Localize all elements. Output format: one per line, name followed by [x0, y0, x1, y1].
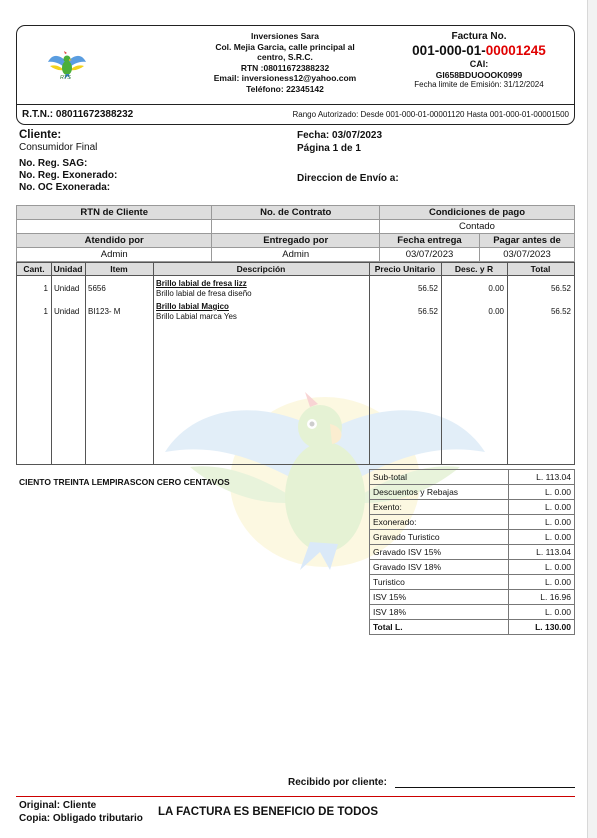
- column-divider: [441, 263, 442, 464]
- date-block: [297, 129, 382, 155]
- original-label: Original: Cliente: [19, 800, 97, 811]
- copy-distribution: [19, 800, 143, 825]
- items-table: [16, 262, 575, 465]
- footer-divider: [16, 796, 575, 797]
- reg-exonerado-label: No. Reg. Exonerado:: [19, 170, 118, 181]
- totals-value: L. 0.00: [509, 500, 575, 515]
- company-email: Email: inversioness12@yahoo.com: [213, 73, 357, 84]
- totals-row: [370, 470, 575, 485]
- totals-value: L. 113.04: [509, 545, 575, 560]
- info-cell: 03/07/2023: [380, 248, 480, 262]
- totals-row: [370, 485, 575, 500]
- reg-sag-label: No. Reg. SAG:: [19, 158, 88, 169]
- totals-row: [370, 575, 575, 590]
- invoice-number-prefix: 001-000-01-: [412, 43, 486, 58]
- grand-total-value: L. 130.00: [509, 620, 575, 635]
- header-divider: [17, 104, 574, 105]
- info-header-cell: RTN de Cliente: [17, 206, 212, 220]
- totals-value: L. 16.96: [509, 590, 575, 605]
- totals-label: Turistico: [370, 575, 509, 590]
- totals-label: Descuentos y Rebajas: [370, 485, 509, 500]
- totals-value: L. 0.00: [509, 530, 575, 545]
- row-name: Brillo labial Magico: [156, 302, 229, 311]
- totals-value: L. 0.00: [509, 560, 575, 575]
- row-desc: Brillo labial de fresa diseño: [156, 289, 252, 298]
- info-header-cell: Fecha entrega: [380, 234, 480, 248]
- column-divider: [369, 263, 370, 464]
- page-number: Página 1 de 1: [297, 143, 361, 154]
- row-precio: 56.52: [417, 307, 438, 316]
- col-header-unidad: Unidad: [53, 264, 83, 274]
- client-value: Consumidor Final: [19, 142, 98, 153]
- invoice-date: Fecha: 03/07/2023: [297, 130, 383, 141]
- info-header-cell: Pagar antes de: [480, 234, 575, 248]
- totals-label: Gravado Turistico: [370, 530, 509, 545]
- row-descuento: 0.00: [488, 284, 504, 293]
- info-header-cell: Condiciones de pago: [380, 206, 575, 220]
- row-name: Brillo labial de fresa lizz: [156, 279, 247, 288]
- totals-row: [370, 605, 575, 620]
- info-cell: Admin: [17, 248, 212, 262]
- totals-value: L. 0.00: [509, 575, 575, 590]
- row-unidad: Unidad: [54, 307, 80, 316]
- info-header-row-2: [17, 234, 575, 248]
- company-address-2: centro, S.R.C.: [257, 52, 313, 63]
- col-header-descripcion: Descripción: [236, 264, 286, 274]
- col-header-item: Item: [110, 264, 128, 274]
- totals-label: Gravado ISV 18%: [370, 560, 509, 575]
- totals-label: Exonerado:: [370, 515, 509, 530]
- info-cell: Contado: [380, 220, 575, 234]
- info-header-cell: Entregado por: [212, 234, 380, 248]
- col-header-cant: Cant.: [23, 264, 45, 274]
- info-header-cell: Atendido por: [17, 234, 212, 248]
- totals-row: [370, 560, 575, 575]
- info-header-row-1: [17, 206, 575, 220]
- received-by-label: Recibido por cliente:: [288, 777, 387, 788]
- totals-label: Gravado ISV 15%: [370, 545, 509, 560]
- client-block: [19, 129, 117, 194]
- info-cell: 03/07/2023: [480, 248, 575, 262]
- row-total: 56.52: [550, 284, 571, 293]
- totals-label: ISV 15%: [370, 590, 509, 605]
- grand-total-row: [370, 620, 575, 635]
- row-item: BI123- M: [88, 307, 121, 316]
- invoice-info: [389, 31, 569, 89]
- totals-label: Sub-total: [370, 470, 509, 485]
- column-divider: [85, 263, 86, 464]
- col-header-total: Total: [530, 264, 551, 274]
- cai-label: CAI:: [469, 59, 489, 69]
- company-info: [199, 31, 371, 95]
- column-divider: [153, 263, 154, 464]
- totals-row: [370, 590, 575, 605]
- grand-total-label: Total L.: [370, 620, 509, 635]
- totals-table: [369, 469, 575, 635]
- totals-value: L. 0.00: [509, 605, 575, 620]
- row-precio: 56.52: [417, 284, 438, 293]
- copy-label: Copia: Obligado tributario: [19, 812, 143, 824]
- invoice-number: [389, 43, 569, 58]
- signature-line: [395, 787, 575, 788]
- info-row-1: [17, 220, 575, 234]
- shipping-address-label: Direccion de Envío a:: [297, 173, 399, 184]
- row-desc: Brillo Labial marca Yes: [156, 312, 237, 321]
- company-name: Inversiones Sara: [250, 31, 320, 41]
- totals-row: [370, 545, 575, 560]
- totals-value: L. 113.04: [509, 470, 575, 485]
- info-header-cell: No. de Contrato: [212, 206, 380, 220]
- client-label: Cliente:: [19, 129, 62, 141]
- row-descuento: 0.00: [488, 307, 504, 316]
- invoice-title: Factura No.: [451, 31, 507, 42]
- invoice-number-suffix: 00001245: [485, 43, 546, 58]
- info-row-2: [17, 248, 575, 262]
- company-rtn: RTN :08011672388232: [240, 62, 330, 73]
- row-cant: 1: [43, 307, 48, 316]
- col-header-descuento: Desc. y R: [454, 264, 494, 274]
- totals-value: L. 0.00: [509, 485, 575, 500]
- authorized-range: Rango Autorizado: Desde 001-000-01-00001120 Hasta 001-000-01-00001500: [292, 110, 569, 119]
- emission-limit: Fecha limite de Emisión: 31/12/2024: [414, 80, 544, 89]
- items-header-row: [17, 263, 574, 276]
- col-header-precio: Precio Unitario: [374, 264, 436, 274]
- oc-exonerada-label: No. OC Exonerada:: [19, 182, 111, 193]
- column-divider: [507, 263, 508, 464]
- row-cant: 1: [43, 284, 48, 293]
- cai-code: GI658BDUOOOK0999: [435, 70, 523, 80]
- info-cell: [17, 220, 212, 234]
- client-info-table: [16, 205, 575, 262]
- totals-row: [370, 515, 575, 530]
- company-phone: Teléfono: 22345142: [246, 83, 324, 94]
- column-divider: [51, 263, 52, 464]
- info-cell: Admin: [212, 248, 380, 262]
- info-cell: [212, 220, 380, 234]
- totals-row: [370, 500, 575, 515]
- logo-text: RTS: [60, 75, 71, 81]
- footer-slogan: LA FACTURA ES BENEFICIO DE TODOS: [158, 806, 379, 818]
- invoice-header: [16, 25, 575, 125]
- totals-label: Exento:: [370, 500, 509, 515]
- totals-row: [370, 530, 575, 545]
- issuer-rtn: R.T.N.: 08011672388232: [22, 109, 134, 120]
- company-address-1: Col. Mejia Garcia, calle principal al: [215, 41, 355, 52]
- row-total: 56.52: [550, 307, 571, 316]
- totals-label: ISV 18%: [370, 605, 509, 620]
- amount-in-words: CIENTO TREINTA LEMPIRASCON CERO CENTAVOS: [19, 477, 230, 487]
- row-unidad: Unidad: [54, 284, 80, 293]
- row-item: 5656: [88, 284, 106, 293]
- totals-value: L. 0.00: [509, 515, 575, 530]
